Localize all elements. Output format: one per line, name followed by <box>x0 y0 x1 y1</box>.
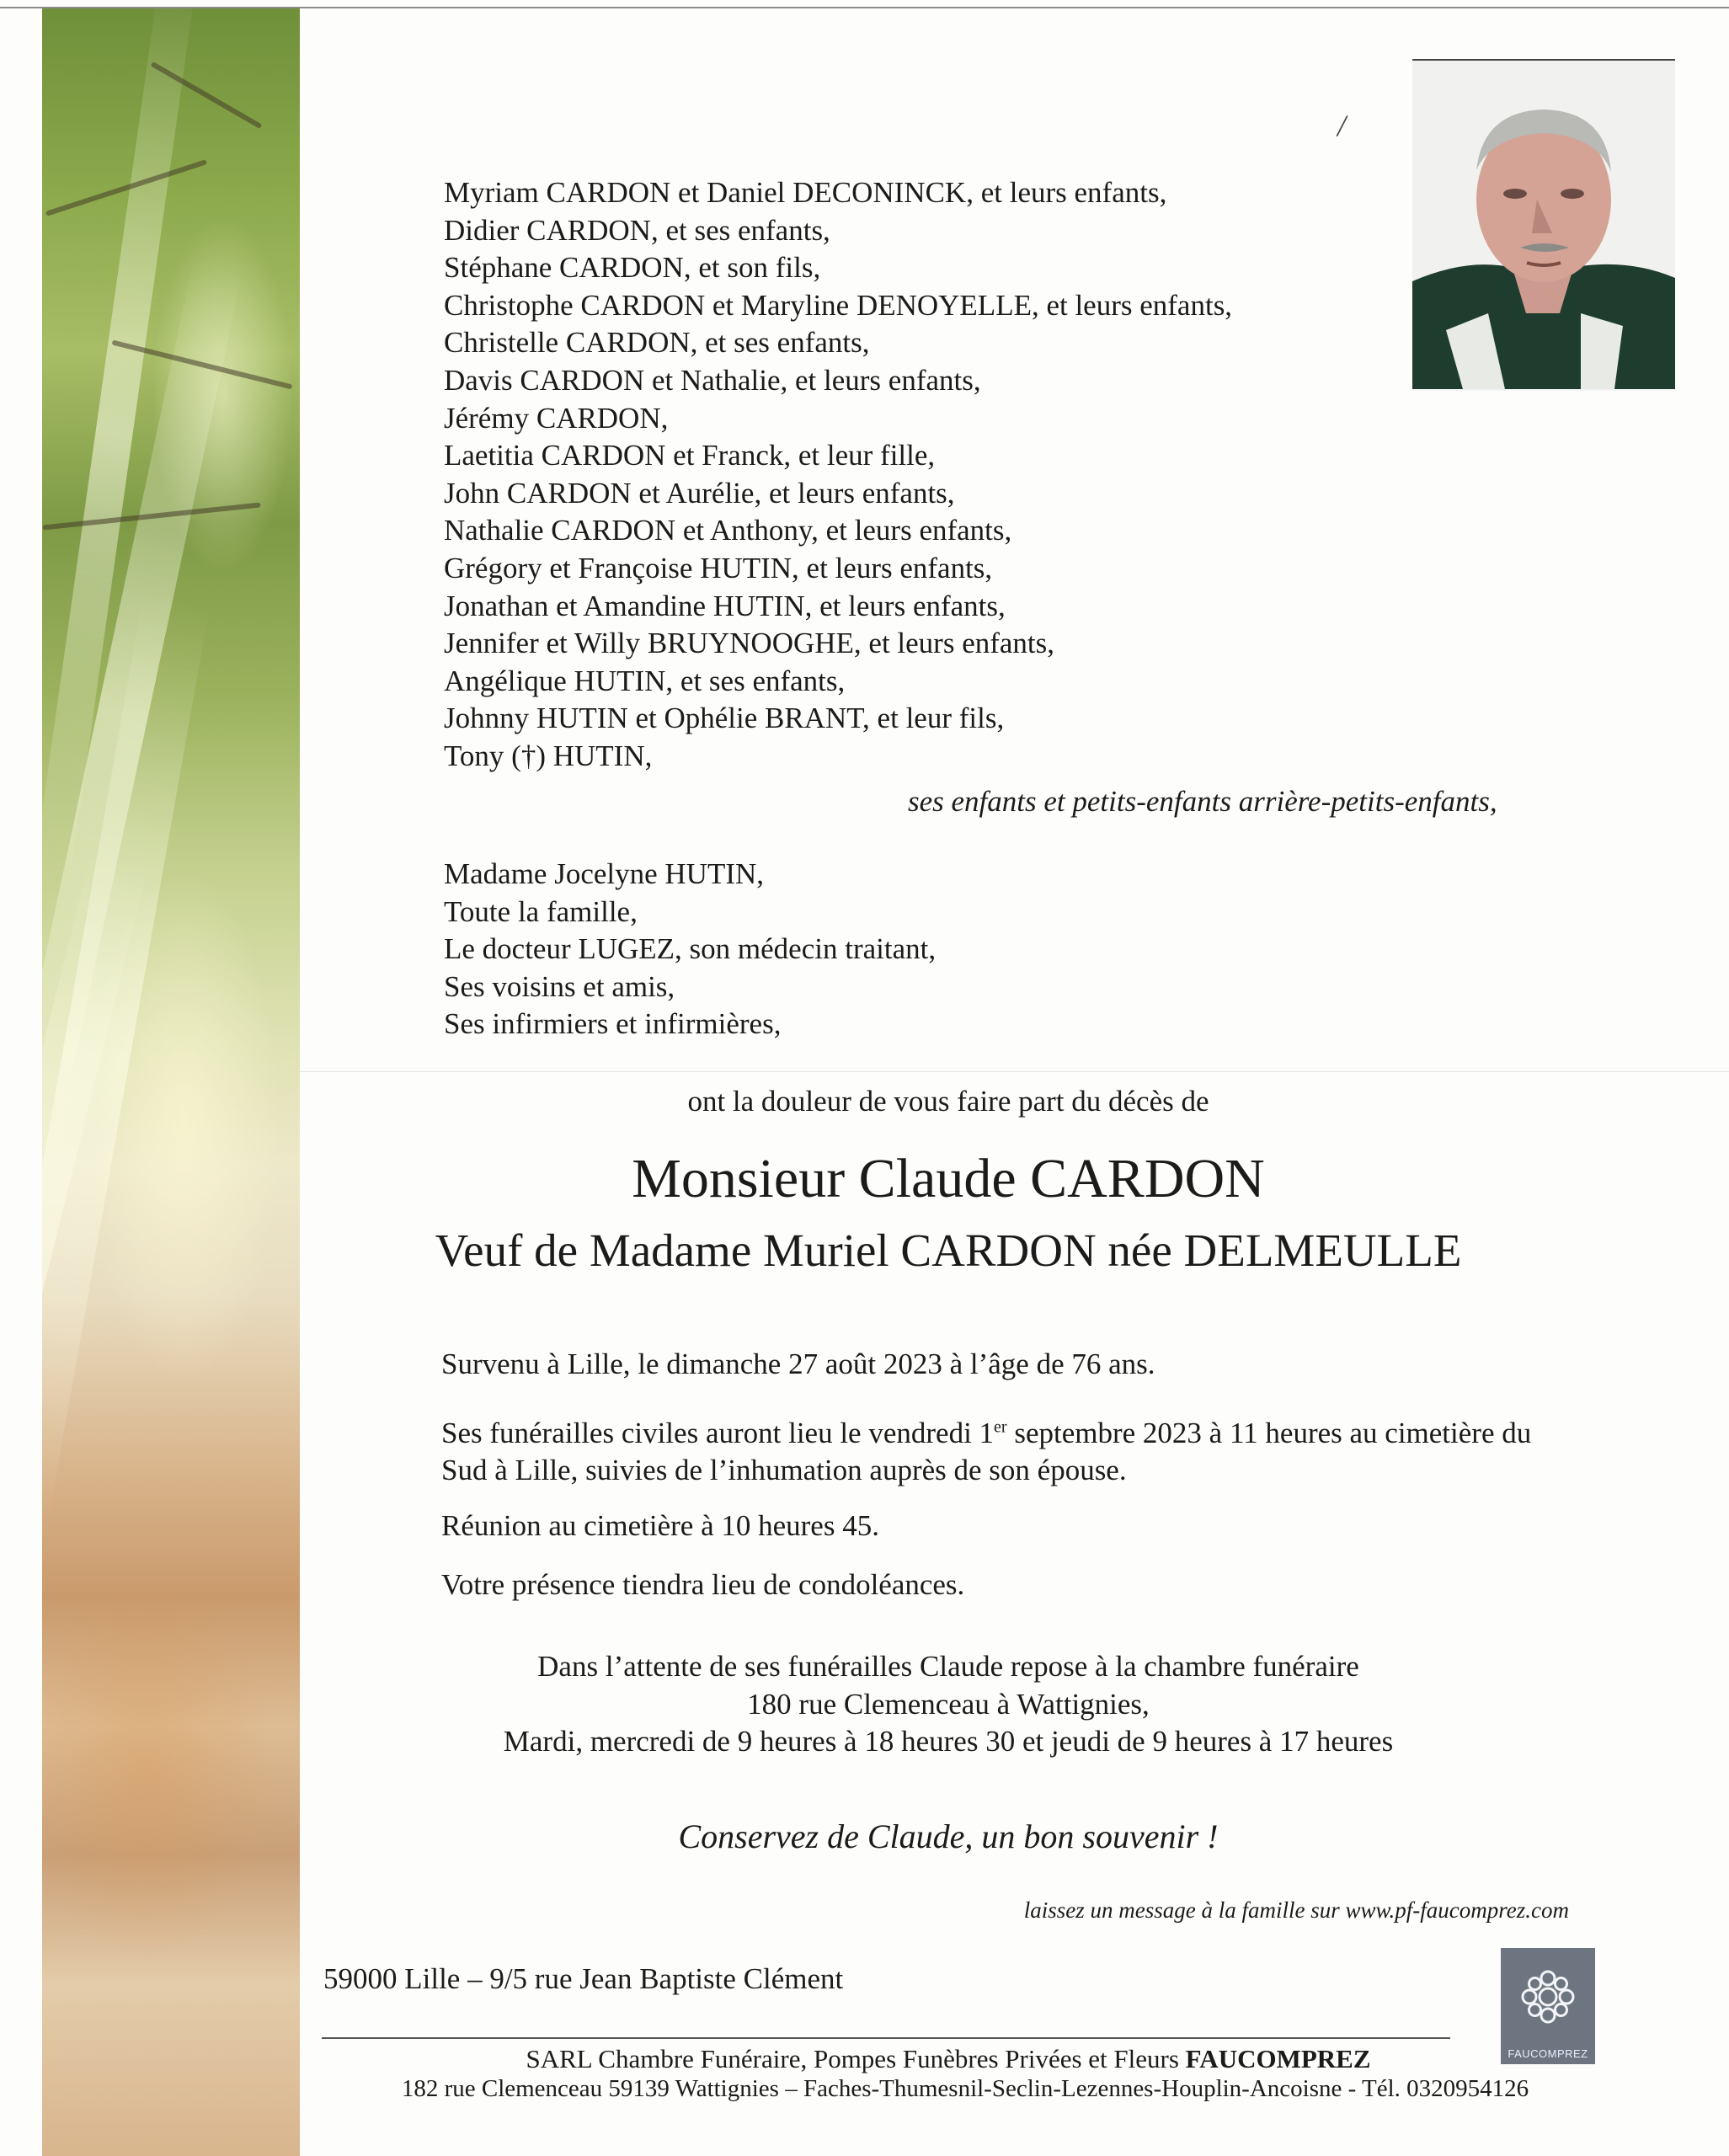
company-name: FAUCOMPREZ <box>1185 2044 1371 2073</box>
family-summary: ses enfants et petits-enfants arrière-petits-enfants, <box>908 785 1497 818</box>
family-member: Tony (†) HUTIN, <box>444 739 653 772</box>
family-member: Davis CARDON et Nathalie, et leurs enfants, <box>444 363 981 397</box>
family-member: Nathalie CARDON et Anthony, et leurs enfants, <box>444 514 1012 547</box>
farewell-message: Conservez de Claude, un bon souvenir ! <box>678 1817 1219 1855</box>
condolences-notice: Votre présence tiendra lieu de condoléances. <box>441 1568 965 1601</box>
company-address: 182 rue Clemenceau 59139 Wattignies – Faches-Thumesnil-Seclin-Lezennes-Houplin-Ancoisne - Tél. 0320954126 <box>401 2075 1529 2102</box>
funeral-notice <box>441 1415 1561 1489</box>
repose-line: Dans l’attente de ses funérailles Claude repose à la chambre funéraire <box>537 1650 1359 1683</box>
funeral-text-start: Ses funérailles civiles auront lieu le vendredi 1 <box>441 1417 995 1449</box>
footer-divider <box>322 2037 1450 2039</box>
family-member: Grégory et Françoise HUTIN, et leurs enfants, <box>444 551 993 584</box>
announcement: ont la douleur de vous faire part du décès de <box>687 1085 1209 1118</box>
visiting-hours: Mardi, mercredi de 9 heures à 18 heures 30 et jeudi de 9 heures à 17 heures <box>503 1725 1394 1758</box>
other-mourner: Toute la famille, <box>444 894 638 928</box>
death-notice: Survenu à Lille, le dimanche 27 août 2023 à l’âge de 76 ans. <box>441 1348 1155 1380</box>
family-member: Christophe CARDON et Maryline DENOYELLE, et leurs enfants, <box>444 288 1233 322</box>
logo-wordmark: FAUCOMPREZ <box>1508 2047 1588 2060</box>
message-link[interactable]: laissez un message à la famille sur www.pf-faucomprez.com <box>1023 1897 1569 1923</box>
company-prefix: SARL Chambre Funéraire, Pompes Funèbres Privées et Fleurs <box>526 2044 1186 2073</box>
family-member: Didier CARDON, et ses enfants, <box>444 213 830 247</box>
other-mourner: Madame Jocelyne HUTIN, <box>444 857 765 890</box>
repose-info <box>300 1648 1597 1761</box>
family-member: Laetitia CARDON et Franck, et leur fille, <box>444 439 936 472</box>
repose-address: 180 rue Clemenceau à Wattignies, <box>747 1687 1150 1721</box>
family-member: Angélique HUTIN, et ses enfants, <box>444 664 846 697</box>
flower-icon <box>1514 1963 1582 2031</box>
forest-decoration <box>42 8 300 2156</box>
other-mourner: Ses infirmiers et infirmières, <box>444 1007 782 1041</box>
family-member: Christelle CARDON, et ses enfants, <box>444 326 870 360</box>
family-member: Jonathan et Amandine HUTIN, et leurs enfants, <box>444 589 1006 622</box>
other-mourner: Ses voisins et amis, <box>444 969 675 1003</box>
company-name-line <box>300 2044 1597 2074</box>
ordinal-suffix: er <box>994 1417 1007 1437</box>
others-list <box>444 856 936 1043</box>
family-member: Stéphane CARDON, et son fils, <box>444 251 821 285</box>
family-member: John CARDON et Aurélie, et leurs enfants, <box>444 476 955 510</box>
funeral-text-end: septembre 2023 à 11 heures au cimetière du Sud à Lille, suivies de l’inhumation auprès de son épouse. <box>441 1417 1532 1486</box>
stray-mark: / <box>1337 109 1347 142</box>
family-member: Jérémy CARDON, <box>444 401 669 435</box>
family-member: Myriam CARDON et Daniel DECONINCK, et leurs enfants, <box>444 176 1167 209</box>
other-mourner: Le docteur LUGEZ, son médecin traitant, <box>444 932 937 966</box>
family-member: Johnny HUTIN et Ophélie BRANT, et leur fils, <box>444 702 1005 735</box>
meeting-notice: Réunion au cimetière à 10 heures 45. <box>441 1509 879 1542</box>
fold-line <box>300 1071 1729 1072</box>
family-list <box>444 174 1454 776</box>
widow-line: Veuf de Madame Muriel CARDON née DELMEULLE <box>435 1225 1462 1276</box>
family-member: Jennifer et Willy BRUYNOOGHE, et leurs enfants, <box>444 627 1055 660</box>
home-address: 59000 Lille – 9/5 rue Jean Baptiste Clément <box>323 1962 844 1995</box>
deceased-name: Monsieur Claude CARDON <box>632 1148 1265 1209</box>
